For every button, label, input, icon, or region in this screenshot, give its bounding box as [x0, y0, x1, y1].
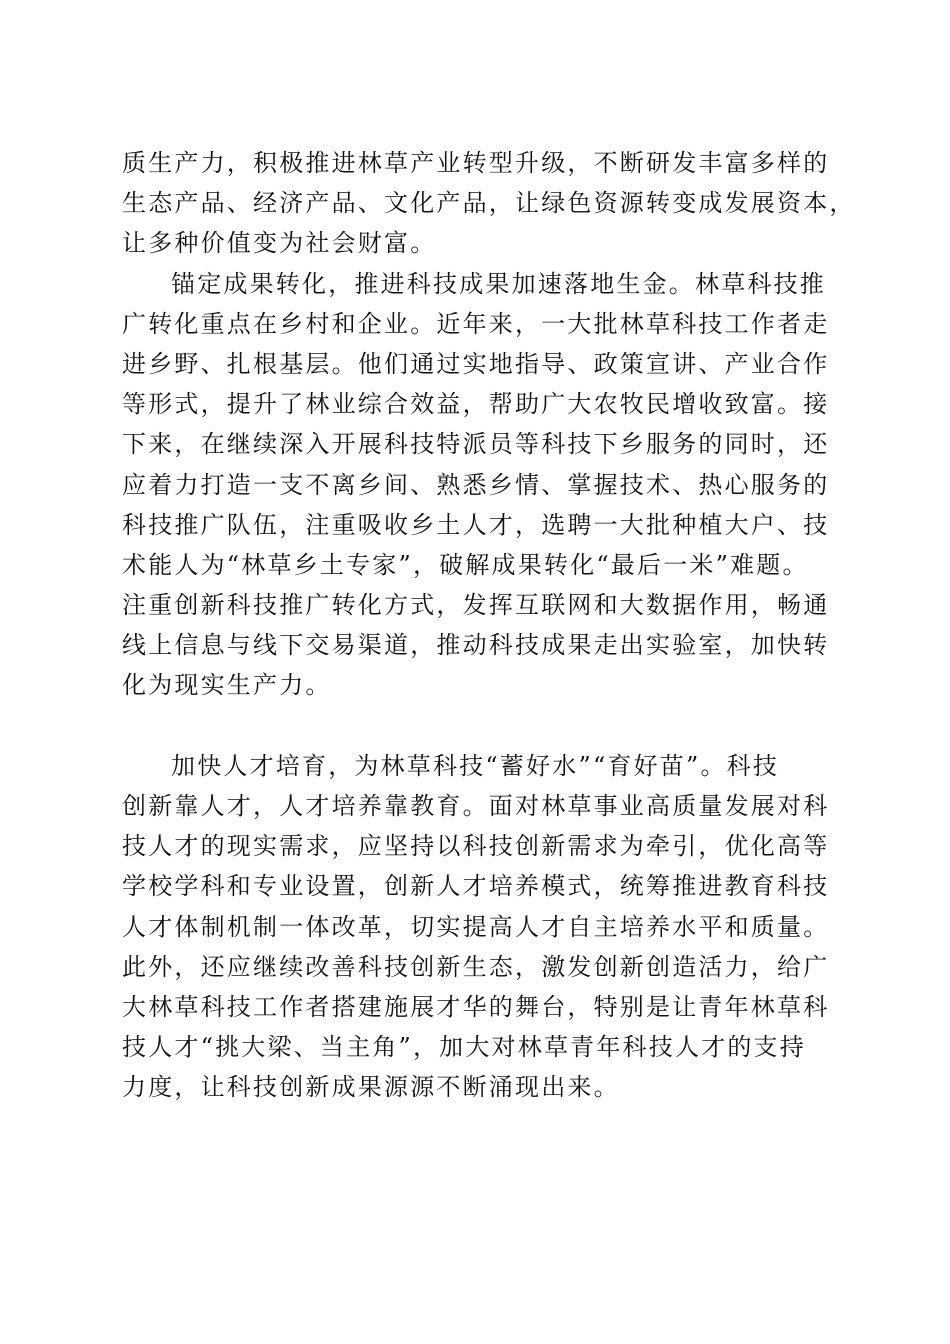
paragraph-1: [122, 143, 856, 264]
text-line: 广转化重点在乡村和企业。近年来，一大批林草科技工作者走: [122, 309, 830, 338]
text-line: 技人才的现实需求，应坚持以科技创新需求为牵引，优化高等: [122, 832, 830, 861]
paragraph-3: [122, 746, 834, 1108]
text-line: 下来，在继续深入开展科技特派员等科技下乡服务的同时，还: [122, 430, 830, 459]
text-line: 让多种价值变为社会财富。: [122, 229, 437, 258]
text-line: 学校学科和专业设置，创新人才培养模式，统筹推进教育科技: [122, 872, 830, 901]
text-line: 生态产品、经济产品、文化产品，让绿色资源转变成发展资本，: [122, 189, 856, 218]
text-line: 锚定成果转化，推进科技成果加速落地生金。林草科技推: [171, 269, 826, 298]
text-line: 力度，让科技创新成果源源不断涌现出来。: [122, 1073, 620, 1102]
text-line: 注重创新科技推广转化方式，发挥互联网和大数据作用，畅通: [122, 591, 830, 620]
paragraph-2: [122, 264, 834, 746]
text-line: 人才体制机制一体改革，切实提高人才自主培养水平和质量。: [122, 912, 830, 941]
text-line: 加快人才培育，为林草科技“蓄好水”“育好苗”。科技: [171, 751, 780, 780]
text-line: 创新靠人才，人才培养靠教育。面对林草事业高质量发展对科: [122, 792, 830, 820]
text-line: 大林草科技工作者搭建施展才华的舞台，特别是让青年林草科: [122, 992, 830, 1021]
text-line: 化为现实生产力。: [122, 671, 332, 700]
text-line: [122, 706, 834, 746]
text-line: 线上信息与线下交易渠道，推动科技成果走出实验室，加快转: [122, 631, 830, 660]
text-line: 质生产力，积极推进林草产业转型升级，不断研发丰富多样的: [122, 149, 830, 177]
text-line: 应着力打造一支不离乡间、熟悉乡情、掌握技术、热心服务的: [122, 470, 830, 499]
text-line: 技人才“挑大梁、当主角”，加大对林草青年科技人才的支持: [122, 1033, 806, 1062]
text-line: 等形式，提升了林业综合效益，帮助广大农牧民增收致富。接: [122, 390, 830, 419]
text-line: 术能人为“林草乡土专家”，破解成果转化“最后一米”难题。: [122, 550, 809, 579]
text-line: 进乡野、扎根基层。他们通过实地指导、政策宣讲、产业合作: [122, 349, 830, 378]
text-line: 科技推广队伍，注重吸收乡土人才，选聘一大批种植大户、技: [122, 510, 830, 539]
text-line: 此外，还应继续改善科技创新生态，激发创新创造活力，给广: [122, 952, 830, 981]
article-body: [122, 143, 856, 1108]
